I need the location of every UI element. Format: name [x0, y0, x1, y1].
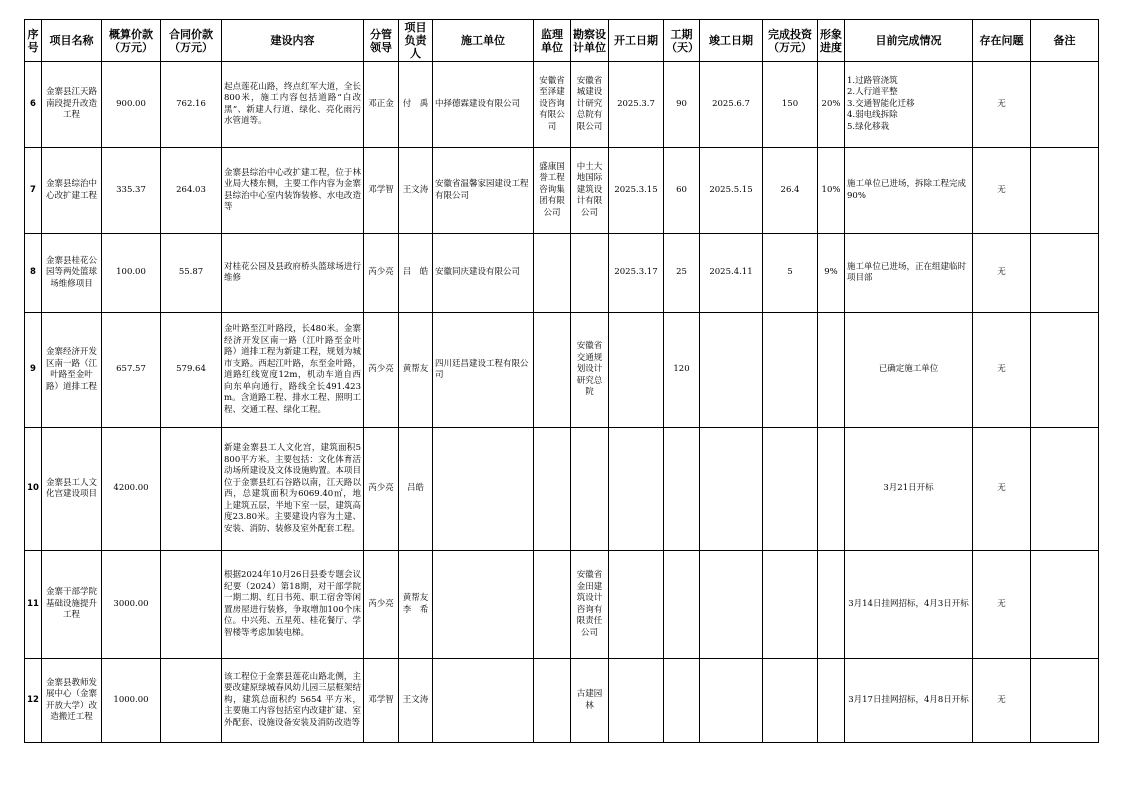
- header-invest: 完成投资（万元）: [763, 20, 818, 62]
- cell-status: 3月14日挂网招标，4月3日开标: [845, 551, 973, 659]
- cell-name: 金寨干部学院基础设施提升工程: [42, 551, 102, 659]
- cell-builder: 安徽省温馨家园建设工程有限公司: [433, 148, 534, 234]
- cell-duration: 120: [664, 313, 700, 428]
- cell-end: [700, 428, 763, 551]
- cell-status: 施工单位已进场，正在组建临时项目部: [845, 234, 973, 313]
- cell-budget: 1000.00: [102, 659, 161, 743]
- cell-builder: 安徽同庆建设有限公司: [433, 234, 534, 313]
- cell-contract: 264.03: [161, 148, 222, 234]
- cell-content: 起点莲花山路，终点红军大道，全长800米，施工内容包括道路“白改黑”、新建人行道、绿化、亮化雨污水管道等。: [222, 62, 364, 148]
- cell-start: [609, 659, 664, 743]
- header-row: [25, 20, 1099, 62]
- cell-manager: 黄帮友 李 希: [399, 551, 433, 659]
- cell-designer: [571, 234, 609, 313]
- cell-issues: 无: [973, 148, 1031, 234]
- cell-seq: 8: [25, 234, 42, 313]
- cell-leader: 芮少亮: [364, 551, 399, 659]
- cell-supervisor: 安徽省至泽建设咨询有限公司: [534, 62, 571, 148]
- header-progress: 形象进度: [818, 20, 845, 62]
- cell-content: 根据2024年10月26日县委专题会议纪要（2024）第18期，对干部学院一期二期、红日书苑、职工宿舍等闲置房屋进行装修，争取增加100个床位。中兴苑、五星苑、桂花餐厅、学智楼等考虑加装电梯。: [222, 551, 364, 659]
- cell-builder: 四川廷昌建设工程有限公司: [433, 313, 534, 428]
- cell-seq: 9: [25, 313, 42, 428]
- table-row: [25, 428, 1099, 551]
- cell-start: 2025.3.17: [609, 234, 664, 313]
- cell-start: [609, 551, 664, 659]
- cell-invest: [763, 313, 818, 428]
- cell-builder: [433, 551, 534, 659]
- cell-duration: 90: [664, 62, 700, 148]
- cell-leader: 邓正金: [364, 62, 399, 148]
- cell-supervisor: 盛康国誉工程咨询集团有限公司: [534, 148, 571, 234]
- project-table: [24, 19, 1099, 743]
- cell-budget: 657.57: [102, 313, 161, 428]
- table-row: [25, 551, 1099, 659]
- cell-name: 金寨县综治中心改扩建工程: [42, 148, 102, 234]
- cell-supervisor: [534, 659, 571, 743]
- cell-designer: 中土大地国际建筑设计有限公司: [571, 148, 609, 234]
- cell-issues: 无: [973, 551, 1031, 659]
- cell-designer: 安徽省金田建筑设计咨询有限责任公司: [571, 551, 609, 659]
- cell-content: 金叶路至江叶路段，长480米。金寨经济开发区南一路（江叶路至金叶路）道排工程为新建工程，规划为城市支路。西起江叶路，东至金叶路，道路红线宽度12m，机动车道自西向东单向通行，路线全长491.423m。含道路工程、排水工程、照明工程、交通工程、绿化工程。: [222, 313, 364, 428]
- cell-designer: 古建园林: [571, 659, 609, 743]
- cell-manager: 王文涛: [399, 659, 433, 743]
- cell-supervisor: [534, 551, 571, 659]
- cell-progress: [818, 428, 845, 551]
- cell-start: [609, 313, 664, 428]
- cell-supervisor: [534, 428, 571, 551]
- cell-name: 金寨县工人文化宫建设项目: [42, 428, 102, 551]
- header-duration: 工期（天）: [664, 20, 700, 62]
- cell-progress: [818, 551, 845, 659]
- cell-supervisor: [534, 234, 571, 313]
- cell-budget: 335.37: [102, 148, 161, 234]
- cell-leader: 芮少亮: [364, 313, 399, 428]
- cell-end: 2025.5.15: [700, 148, 763, 234]
- cell-leader: 芮少亮: [364, 234, 399, 313]
- header-budget: 概算价款（万元）: [102, 20, 161, 62]
- cell-end: [700, 659, 763, 743]
- table-row: [25, 659, 1099, 743]
- cell-seq: 10: [25, 428, 42, 551]
- cell-contract: 579.64: [161, 313, 222, 428]
- cell-contract: [161, 551, 222, 659]
- cell-builder: [433, 428, 534, 551]
- cell-progress: 20%: [818, 62, 845, 148]
- cell-issues: 无: [973, 234, 1031, 313]
- cell-budget: 3000.00: [102, 551, 161, 659]
- cell-duration: [664, 659, 700, 743]
- cell-builder: 中择德霖建设有限公司: [433, 62, 534, 148]
- cell-issues: 无: [973, 659, 1031, 743]
- cell-duration: [664, 428, 700, 551]
- header-builder: 施工单位: [433, 20, 534, 62]
- cell-designer: 安徽省交通规划设计研究总院: [571, 313, 609, 428]
- cell-contract: [161, 659, 222, 743]
- cell-manager: 吕 皓: [399, 234, 433, 313]
- cell-seq: 7: [25, 148, 42, 234]
- cell-seq: 12: [25, 659, 42, 743]
- header-manager: 项目负责人: [399, 20, 433, 62]
- cell-remarks: [1031, 62, 1099, 148]
- cell-invest: [763, 428, 818, 551]
- cell-status: 3月21日开标: [845, 428, 973, 551]
- cell-remarks: [1031, 428, 1099, 551]
- cell-start: [609, 428, 664, 551]
- cell-designer: [571, 428, 609, 551]
- cell-name: 金寨县江天路南段提升改造工程: [42, 62, 102, 148]
- header-issues: 存在问题: [973, 20, 1031, 62]
- cell-duration: 25: [664, 234, 700, 313]
- cell-status: 1.过路管浇筑 2.人行道平整 3.交通智能化迁移 4.弱电线拆除 5.绿化移栽: [845, 62, 973, 148]
- cell-progress: [818, 313, 845, 428]
- cell-name: 金寨经济开发区南一路（江叶路至金叶路）道排工程: [42, 313, 102, 428]
- cell-remarks: [1031, 234, 1099, 313]
- cell-leader: 芮少亮: [364, 428, 399, 551]
- cell-contract: 762.16: [161, 62, 222, 148]
- cell-issues: 无: [973, 313, 1031, 428]
- header-start: 开工日期: [609, 20, 664, 62]
- cell-contract: 55.87: [161, 234, 222, 313]
- cell-invest: 150: [763, 62, 818, 148]
- cell-issues: 无: [973, 62, 1031, 148]
- table-row: [25, 62, 1099, 148]
- cell-start: 2025.3.7: [609, 62, 664, 148]
- cell-invest: [763, 551, 818, 659]
- header-remarks: 备注: [1031, 20, 1099, 62]
- cell-end: 2025.6.7: [700, 62, 763, 148]
- header-leader: 分管领导: [364, 20, 399, 62]
- cell-invest: 5: [763, 234, 818, 313]
- header-end: 竣工日期: [700, 20, 763, 62]
- cell-status: 已确定施工单位: [845, 313, 973, 428]
- cell-content: 对桂花公园及县政府桥头篮球场进行维修: [222, 234, 364, 313]
- header-designer: 勘察设计单位: [571, 20, 609, 62]
- cell-progress: [818, 659, 845, 743]
- cell-leader: 邓学智: [364, 659, 399, 743]
- cell-budget: 900.00: [102, 62, 161, 148]
- cell-remarks: [1031, 313, 1099, 428]
- cell-seq: 11: [25, 551, 42, 659]
- cell-remarks: [1031, 551, 1099, 659]
- cell-progress: 9%: [818, 234, 845, 313]
- cell-end: [700, 313, 763, 428]
- cell-manager: 付 禹: [399, 62, 433, 148]
- header-contract: 合同价款（万元）: [161, 20, 222, 62]
- cell-issues: 无: [973, 428, 1031, 551]
- cell-manager: 黄帮友: [399, 313, 433, 428]
- cell-invest: 26.4: [763, 148, 818, 234]
- header-seq: 序号: [25, 20, 42, 62]
- cell-content: 该工程位于金寨县莲花山路北侧，主要改建原绿城春风幼儿园三层框架结构，建筑总面积约 5654 平方米，主要施工内容包括室内改建扩建、室外配套、设施设备安装及消防改造等: [222, 659, 364, 743]
- cell-end: [700, 551, 763, 659]
- cell-start: 2025.3.15: [609, 148, 664, 234]
- table-row: [25, 148, 1099, 234]
- header-content: 建设内容: [222, 20, 364, 62]
- cell-budget: 100.00: [102, 234, 161, 313]
- table-row: [25, 313, 1099, 428]
- header-supervisor: 监理单位: [534, 20, 571, 62]
- cell-seq: 6: [25, 62, 42, 148]
- cell-name: 金寨县教师发展中心（金寨开放大学）改造搬迁工程: [42, 659, 102, 743]
- cell-invest: [763, 659, 818, 743]
- cell-remarks: [1031, 148, 1099, 234]
- cell-supervisor: [534, 313, 571, 428]
- cell-builder: [433, 659, 534, 743]
- cell-leader: 邓学智: [364, 148, 399, 234]
- cell-duration: [664, 551, 700, 659]
- header-status: 目前完成情况: [845, 20, 973, 62]
- cell-name: 金寨县桂花公园等两处篮球场维修项目: [42, 234, 102, 313]
- cell-budget: 4200.00: [102, 428, 161, 551]
- cell-remarks: [1031, 659, 1099, 743]
- cell-content: 金寨县综治中心改扩建工程，位于林业局大楼东侧，主要工作内容为金寨县综治中心室内装饰装修、水电改造等: [222, 148, 364, 234]
- cell-end: 2025.4.11: [700, 234, 763, 313]
- cell-manager: 吕皓: [399, 428, 433, 551]
- cell-duration: 60: [664, 148, 700, 234]
- table-row: [25, 234, 1099, 313]
- cell-content: 新建金寨县工人文化宫，建筑面积5800平方米。主要包括：文化体育活动场所建设及文体设施购置。本项目位于金寨县红石谷路以南，江天路以西，总建筑面积为6069.40㎡，地上建筑五层，半地下室一层，建筑高度23.80米。主要建设内容为土建、安装、消防、装修及室外配套工程。: [222, 428, 364, 551]
- cell-contract: [161, 428, 222, 551]
- cell-designer: 安徽省城建设计研究总院有限公司: [571, 62, 609, 148]
- header-name: 项目名称: [42, 20, 102, 62]
- cell-manager: 王文涛: [399, 148, 433, 234]
- cell-progress: 10%: [818, 148, 845, 234]
- cell-status: 3月17日挂网招标，4月8日开标: [845, 659, 973, 743]
- cell-status: 施工单位已进场，拆除工程完成90%: [845, 148, 973, 234]
